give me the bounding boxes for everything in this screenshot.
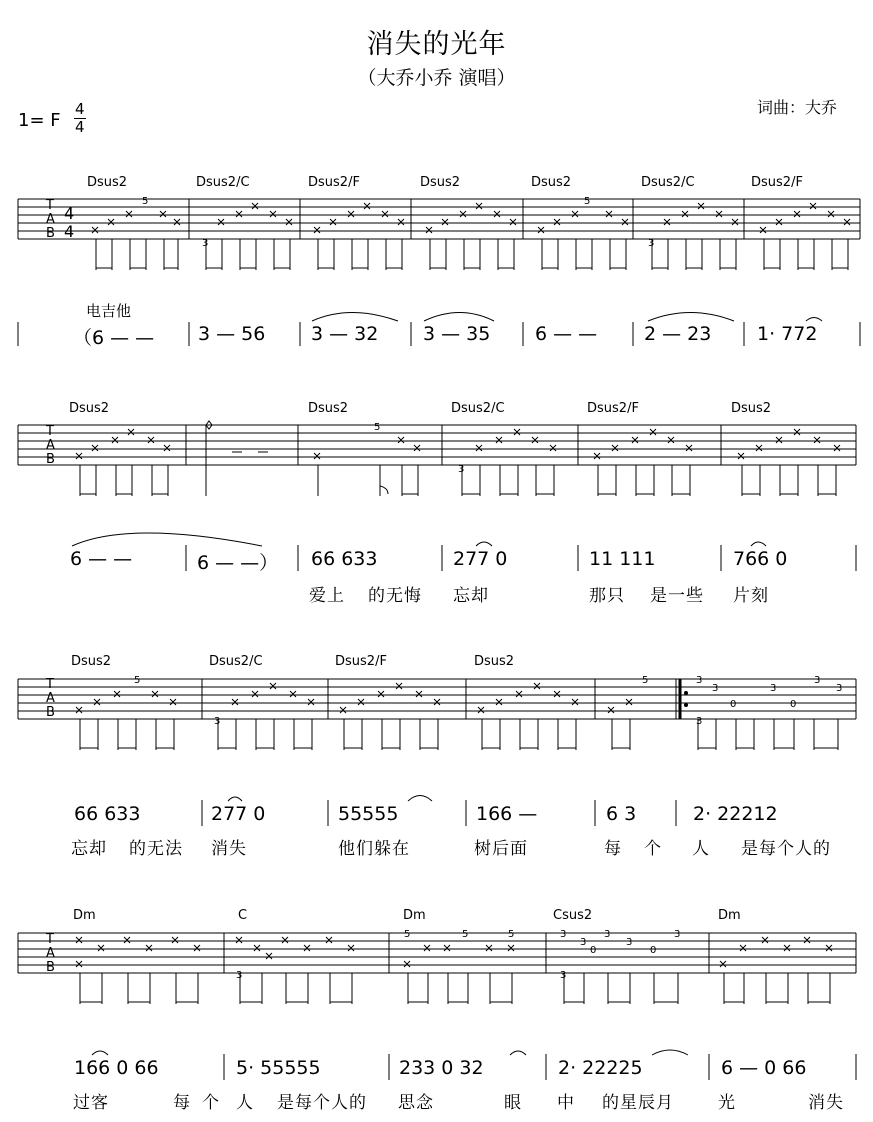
- lyric-word: 是每个人的: [277, 1093, 367, 1113]
- jianpu-measure: 5· 55555: [236, 1057, 321, 1079]
- jianpu-measure: 1· 772: [757, 323, 818, 345]
- lyric-word: 是每个人的: [741, 839, 831, 859]
- lyric-word: 忘却: [453, 586, 489, 606]
- note-stems: [80, 421, 836, 496]
- chord-label: Dsus2: [731, 401, 772, 416]
- jianpu-measure: 6 — —: [535, 323, 598, 345]
- jianpu-measure: 11 111: [589, 548, 656, 570]
- chord-label: Dsus2/F: [587, 401, 639, 416]
- lyric-word: 人: [692, 839, 710, 859]
- credit-text: 词曲：大乔: [757, 98, 838, 117]
- jianpu-measure: 233 0 32: [399, 1057, 484, 1079]
- chord-label: Dsus2: [531, 175, 572, 190]
- song-title: 消失的光年: [366, 29, 507, 60]
- lyric-word: 每: [173, 1093, 191, 1113]
- tab-clef: T A B: [46, 932, 55, 975]
- svg-text:0: 0: [590, 945, 597, 956]
- tab-clef: T A B: [46, 677, 55, 720]
- svg-text:3: 3: [604, 929, 611, 940]
- lyric-word: 眼: [504, 1093, 522, 1113]
- svg-text:5: 5: [584, 196, 591, 207]
- chord-label: Dm: [718, 908, 741, 923]
- svg-text:3: 3: [560, 970, 567, 981]
- lyric-word: 消失: [808, 1093, 844, 1113]
- chord-label: Dsus2: [474, 654, 515, 669]
- svg-text:3: 3: [770, 683, 777, 694]
- jianpu-measure: 6 3: [606, 803, 637, 825]
- svg-text:0: 0: [650, 945, 657, 956]
- svg-text:5: 5: [508, 929, 515, 940]
- jianpu-measure: 277 0: [453, 548, 508, 570]
- svg-text:3: 3: [836, 683, 843, 694]
- lyric-word: 的无法: [129, 839, 183, 859]
- jianpu-measure: （6 — —: [73, 327, 155, 349]
- chord-label: Dsus2/C: [641, 175, 695, 190]
- svg-text:3: 3: [696, 675, 703, 686]
- lyric-word: 中: [557, 1093, 575, 1113]
- key-signature: 1= F: [18, 110, 61, 131]
- chord-label: Dsus2/F: [751, 175, 803, 190]
- lyric-word: 个: [644, 839, 662, 859]
- lyric-word: 是一些: [650, 586, 704, 606]
- svg-text:3: 3: [712, 683, 719, 694]
- chord-label: Dsus2/C: [209, 654, 263, 669]
- lyric-word: 树后面: [474, 839, 528, 859]
- svg-text:3: 3: [626, 937, 633, 948]
- fret-numbers: [134, 196, 842, 981]
- jianpu-measure: 3 — 32: [311, 323, 379, 345]
- lyric-word: 光: [718, 1093, 736, 1113]
- svg-text:5: 5: [374, 422, 381, 433]
- chord-label: Csus2: [553, 908, 593, 923]
- svg-text:3: 3: [648, 238, 655, 249]
- svg-text:3: 3: [202, 238, 209, 249]
- svg-text:5: 5: [134, 675, 141, 686]
- lyric-word: 的星辰月: [602, 1093, 674, 1113]
- lyric-word: 个: [202, 1093, 220, 1113]
- note-stems: [96, 239, 848, 270]
- chord-label: Dsus2: [308, 401, 349, 416]
- time-signature-bottom: 4: [75, 118, 85, 136]
- jianpu-measure: 6 — —: [70, 548, 133, 570]
- svg-text:3: 3: [236, 970, 243, 981]
- lyric-word: 他们躲在: [338, 839, 410, 859]
- jianpu-measure: 2· 22225: [558, 1057, 643, 1079]
- chord-label: Dsus2/C: [196, 175, 250, 190]
- svg-text:5: 5: [142, 196, 149, 207]
- lyric-word: 人: [236, 1093, 254, 1113]
- jianpu-measure: 166 0 66: [74, 1057, 159, 1079]
- svg-text:5: 5: [404, 929, 411, 940]
- lyric-word: 消失: [211, 839, 247, 859]
- jianpu-measure: 2 — 23: [644, 323, 712, 345]
- jianpu-measure: 6 — 0 66: [721, 1057, 807, 1079]
- svg-text:0: 0: [790, 699, 797, 710]
- jianpu-measure: 3 — 35: [423, 323, 491, 345]
- tab-time-signature: 4 4: [64, 204, 75, 241]
- lyric-word: 思念: [398, 1093, 434, 1113]
- chord-label: Dsus2: [69, 401, 110, 416]
- jianpu-measure: 2· 22212: [693, 803, 778, 825]
- svg-text:3: 3: [560, 929, 567, 940]
- chord-label: Dm: [73, 908, 96, 923]
- svg-text:5: 5: [462, 929, 469, 940]
- lyric-word: 爱上: [309, 586, 345, 606]
- svg-text:3: 3: [458, 464, 465, 475]
- jianpu-measure: 277 0: [211, 803, 266, 825]
- note-stems: [80, 973, 830, 1004]
- repeat-dots: [684, 691, 688, 707]
- chord-label: Dsus2/F: [335, 654, 387, 669]
- svg-text:3: 3: [580, 937, 587, 948]
- jianpu-measure: 66 633: [311, 548, 378, 570]
- lyric-word: 片刻: [733, 586, 769, 606]
- tab-staff: [18, 425, 856, 465]
- jianpu-measure: 66 633: [74, 803, 141, 825]
- tab-clef: T A B: [46, 198, 55, 241]
- chord-label: Dsus2: [71, 654, 112, 669]
- jianpu-measure: 166 —: [476, 803, 538, 825]
- svg-text:0: 0: [730, 699, 737, 710]
- svg-text:5: 5: [642, 675, 649, 686]
- svg-text:3: 3: [214, 716, 221, 727]
- tab-staff: [18, 933, 856, 973]
- song-subtitle: （大乔小乔 演唱）: [357, 67, 516, 89]
- jianpu-measure: 55555: [338, 803, 399, 825]
- chord-label: Dm: [403, 908, 426, 923]
- chord-label: Dsus2/C: [451, 401, 505, 416]
- svg-text:3: 3: [696, 716, 703, 727]
- chord-label: Dsus2: [87, 175, 128, 190]
- chord-label: C: [238, 908, 248, 923]
- note-stems: [80, 719, 838, 750]
- jianpu-measure: 3 — 56: [198, 323, 266, 345]
- lyric-word: 忘却: [71, 839, 107, 859]
- time-signature-top: 4: [75, 100, 85, 118]
- lyric-word: 过客: [73, 1093, 109, 1113]
- lyric-word: 那只: [589, 586, 625, 606]
- lyric-word: 每: [604, 839, 622, 859]
- jianpu-measure: 6 — —）: [197, 552, 279, 574]
- chord-label: Dsus2: [420, 175, 461, 190]
- svg-text:3: 3: [674, 929, 681, 940]
- svg-text:3: 3: [814, 675, 821, 686]
- tab-clef: T A B: [46, 424, 55, 467]
- lyric-word: 的无悔: [368, 586, 422, 606]
- chord-label: Dsus2/F: [308, 175, 360, 190]
- jianpu-measure: 766 0: [733, 548, 788, 570]
- instrument-label: 电吉他: [86, 302, 132, 320]
